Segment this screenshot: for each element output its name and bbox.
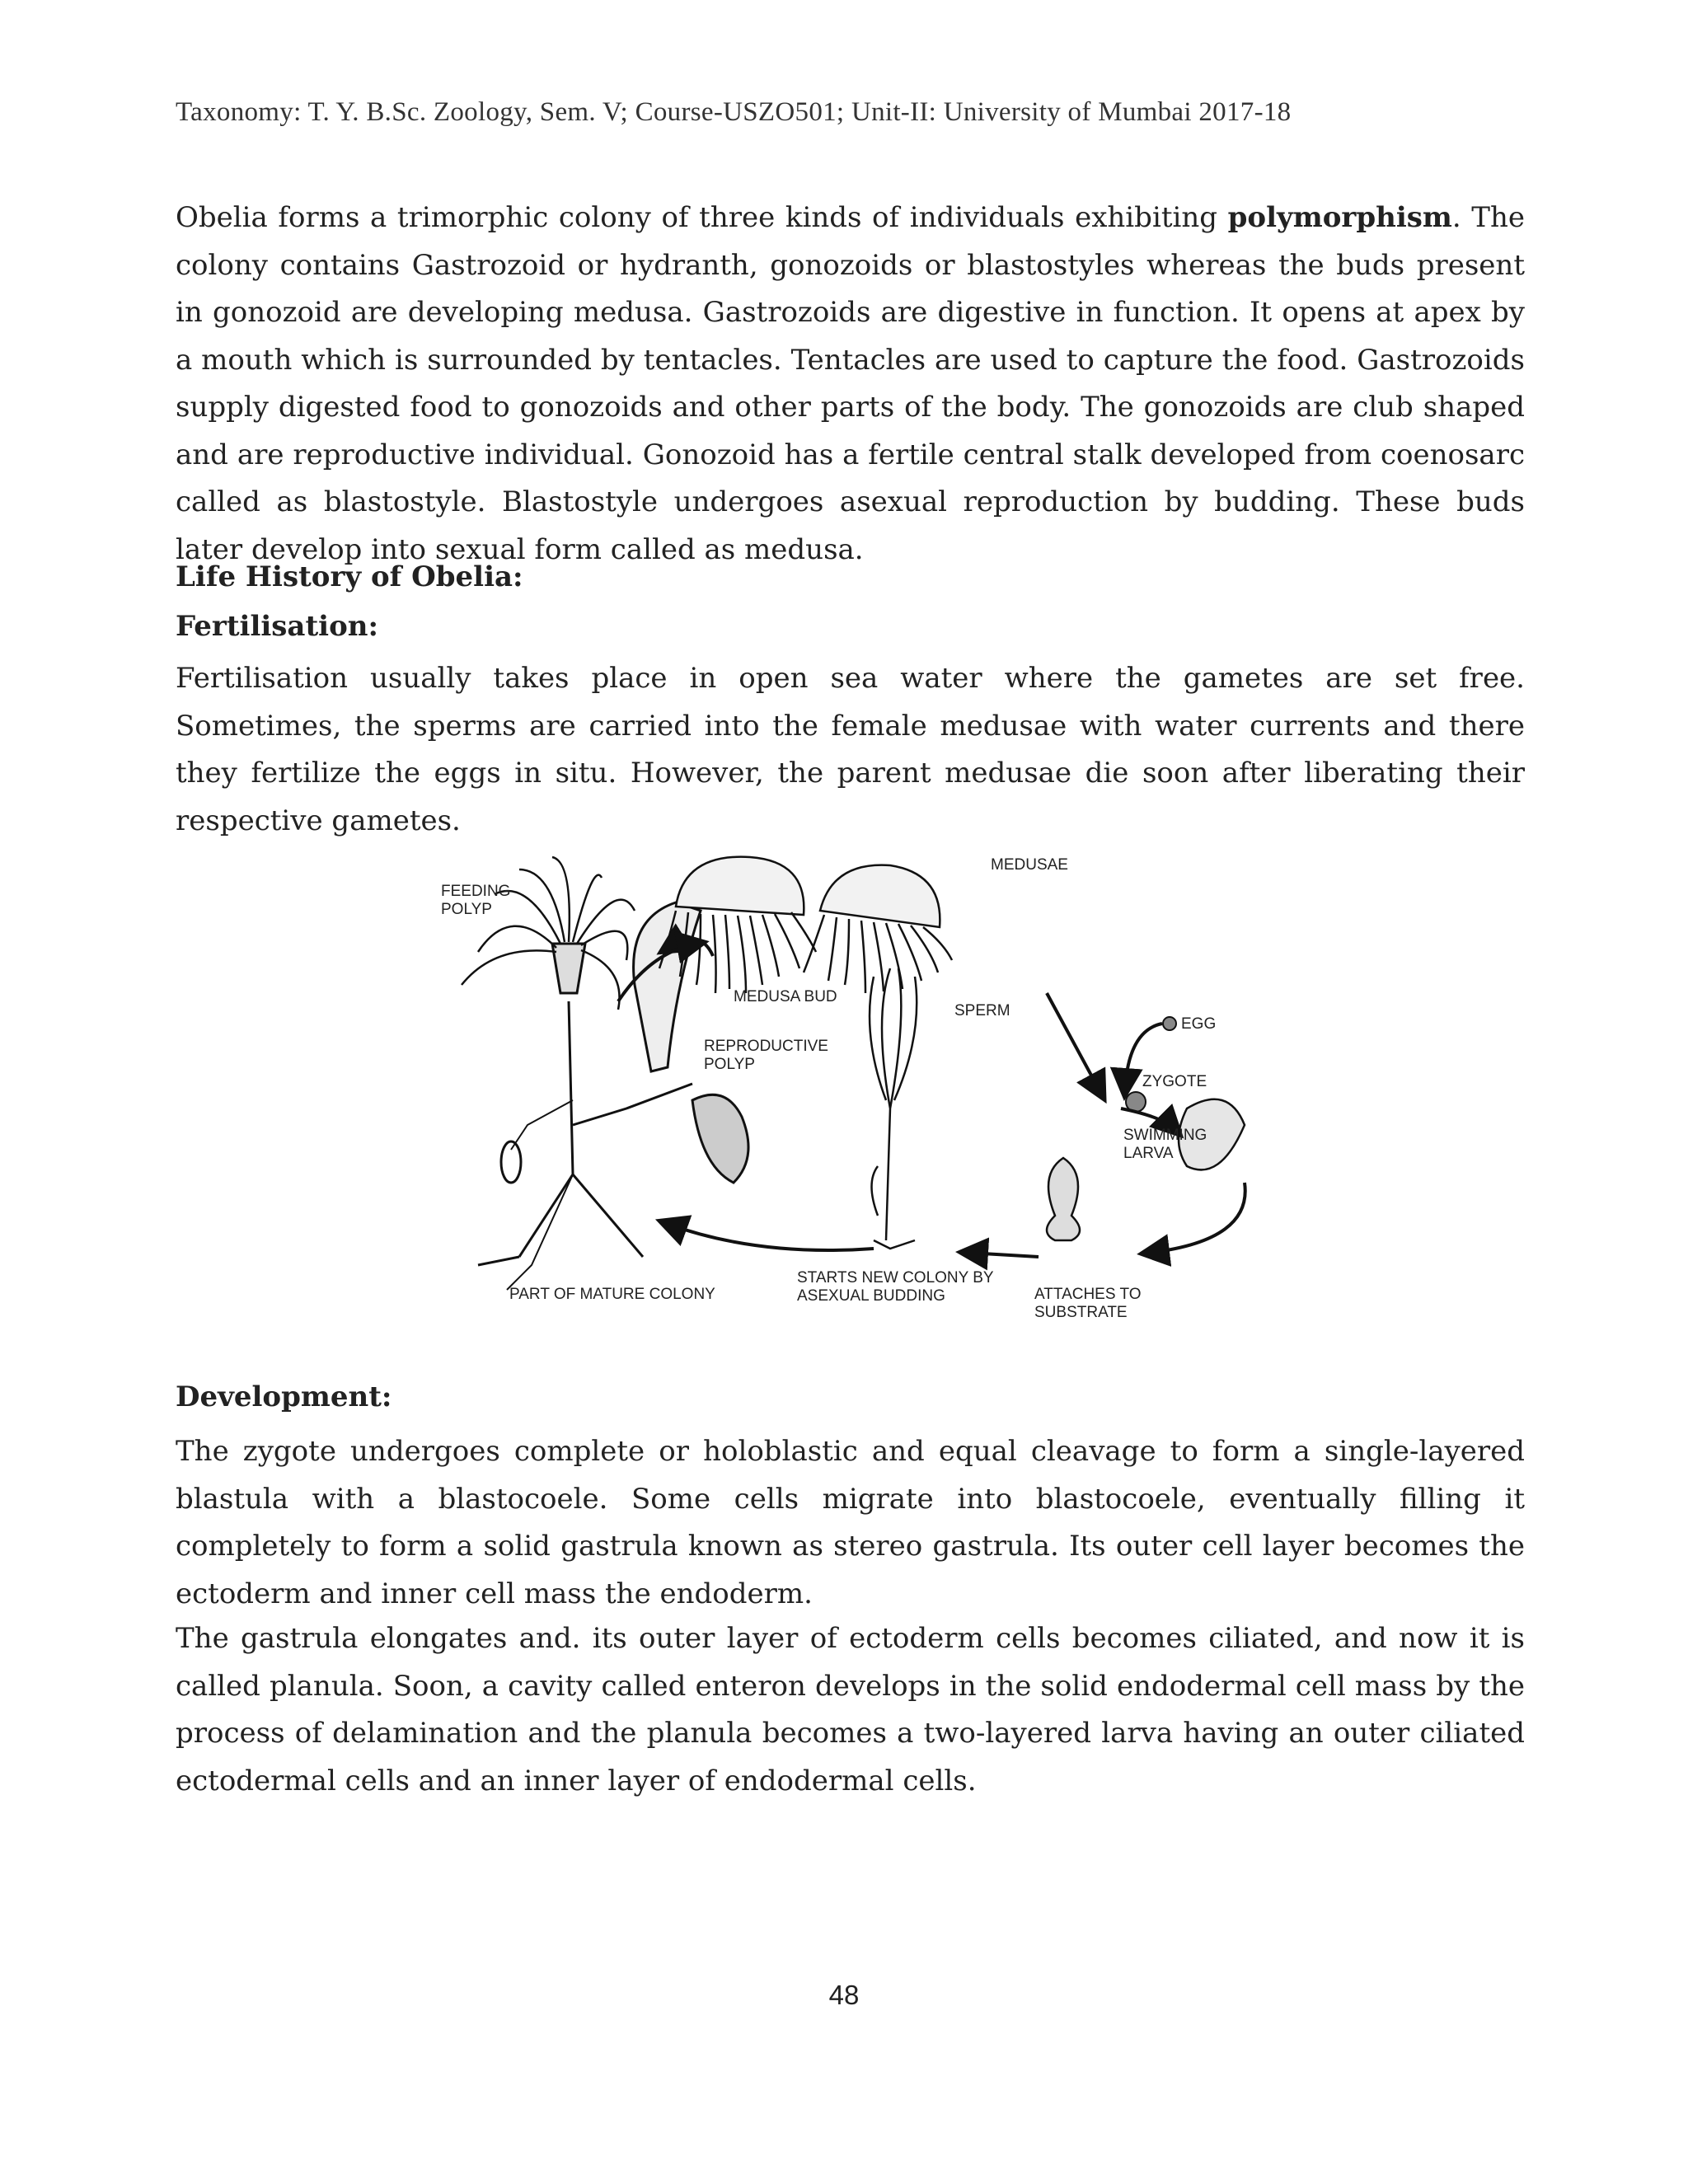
development-heading: Development: xyxy=(176,1380,392,1413)
obelia-life-cycle-figure xyxy=(429,853,1269,1339)
new-colony-label-line2: ASEXUAL BUDDING xyxy=(797,1287,945,1305)
new-colony-label-line1: STARTS NEW COLONY BY xyxy=(797,1269,994,1286)
feeding-polyp-label-line1: FEEDING xyxy=(441,883,511,900)
life-history-heading: Life History of Obelia: xyxy=(176,560,523,593)
attaches-label-line2: SUBSTRATE xyxy=(1034,1304,1128,1321)
intro-text-b: . The colony contains Gastrozoid or hydranth, gonozoids or blastostyles whereas the buds present in gonozoid are developing medusa. Gastrozoids are digestive in function. It opens at apex by a mouth which is surrounded by tentacles. Tentacles are used to capture the food. Gastrozoids supply digested food to gonozoids and other parts of the body. The gonozoids are club shaped and are reproductive individual. Gonozoid has a fertile central stalk developed from coenosarc called as blastostyle. Blastostyle undergoes asexual reproduction by budding. These buds later develop into sexual form called as medusa. xyxy=(176,201,1526,566)
mature-colony-drawing xyxy=(462,857,748,1290)
page-number: 48 xyxy=(828,1980,860,2010)
fertilisation-paragraph: Fertilisation usually takes place in open sea water where the gametes are set free. Sometimes, the sperms are carried into the female medusae with water currents and there they fertilize the eggs in situ. However, the parent medusae die soon after liberating their respective gametes. xyxy=(176,662,1525,837)
development-paragraph-1: The zygote undergoes complete or holoblastic and equal cleavage to form a single-layered blastula with a blastocoele. Some cells migrate into blastocoele, eventually filling it completely to form a solid gastrula known as stereo gastrula. Its outer cell layer becomes the ectoderm and inner cell mass the endoderm. xyxy=(176,1435,1525,1610)
fertilisation-heading: Fertilisation: xyxy=(176,610,379,643)
intro-text-a: Obelia forms a trimorphic colony of three kinds of individuals exhibiting xyxy=(176,201,1228,234)
feeding-polyp-label-line2: POLYP xyxy=(441,901,492,918)
zygote-label: ZYGOTE xyxy=(1142,1073,1207,1090)
new-polyp-drawing xyxy=(870,968,917,1249)
development-paragraph-2: The gastrula elongates and. its outer layer of ectoderm cells becomes ciliated, and now it is called planula. Soon, a cavity called enteron develops in the solid endodermal cell mass by the process of delamination and the planula becomes a two-layered larva having an outer ciliated ectodermal cells and an inner layer of endodermal cells. xyxy=(176,1622,1525,1797)
intro-bold-term: polymorphism xyxy=(1227,201,1452,234)
medusa-drawing-2 xyxy=(804,865,952,993)
reproductive-polyp-label-line1: REPRODUCTIVE xyxy=(704,1038,828,1055)
reproductive-polyp-label-line2: POLYP xyxy=(704,1056,755,1073)
mature-colony-label: PART OF MATURE COLONY xyxy=(509,1286,715,1303)
intro-paragraph xyxy=(176,194,1525,574)
sperm-label: SPERM xyxy=(954,1002,1010,1019)
running-header: Taxonomy: T. Y. B.Sc. Zoology, Sem. V; Course-USZO501; Unit-II: University of Mumbai 2017-18 xyxy=(176,97,1292,127)
swimming-larva-label-line1: SWIMMING xyxy=(1123,1127,1207,1144)
egg-label: EGG xyxy=(1181,1015,1217,1033)
egg-dot xyxy=(1163,1017,1176,1030)
medusae-label: MEDUSAE xyxy=(991,856,1068,874)
attached-planula-drawing xyxy=(1047,1158,1080,1240)
medusa-bud-label: MEDUSA BUD xyxy=(734,988,837,1005)
swimming-larva-label-line2: LARVA xyxy=(1123,1145,1174,1162)
attaches-label-line1: ATTACHES TO xyxy=(1034,1286,1142,1303)
